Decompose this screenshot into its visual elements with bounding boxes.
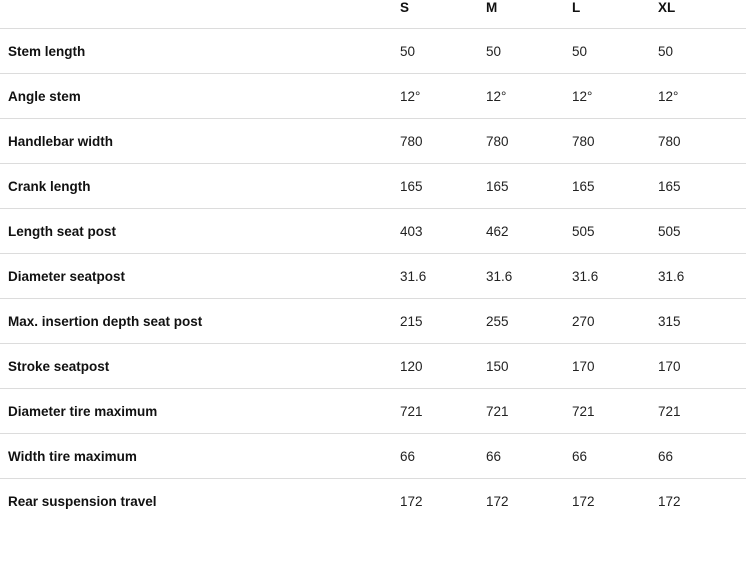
table-row: [0, 29, 746, 74]
table-row: [0, 164, 746, 209]
cell-s: 50: [400, 29, 486, 74]
cell-xl: 721: [658, 389, 746, 434]
cell-m: 255: [486, 299, 572, 344]
cell-l: 31.6: [572, 254, 658, 299]
column-header-s: S: [400, 0, 410, 15]
cell-xl: 12°: [658, 74, 746, 119]
cell-m: 150: [486, 344, 572, 389]
cell-s: 165: [400, 164, 486, 209]
cell-m: 780: [486, 119, 572, 164]
cell-xl: 172: [658, 479, 746, 524]
cell-l: 721: [572, 389, 658, 434]
table-row: [0, 389, 746, 434]
cell-l: 170: [572, 344, 658, 389]
cell-s: 780: [400, 119, 486, 164]
row-label: Angle stem: [0, 74, 400, 119]
row-label: Handlebar width: [0, 119, 400, 164]
cell-l: 780: [572, 119, 658, 164]
cell-xl: 315: [658, 299, 746, 344]
table-row: [0, 254, 746, 299]
cell-l: 12°: [572, 74, 658, 119]
cell-s: 215: [400, 299, 486, 344]
cell-s: 12°: [400, 74, 486, 119]
cell-xl: 780: [658, 119, 746, 164]
header-row: [0, 0, 746, 29]
row-label: Stroke seatpost: [0, 344, 400, 389]
cell-m: 721: [486, 389, 572, 434]
cell-m: 66: [486, 434, 572, 479]
cell-l: 50: [572, 29, 658, 74]
table-row: [0, 479, 746, 524]
cell-s: 120: [400, 344, 486, 389]
cell-l: 172: [572, 479, 658, 524]
table-row: [0, 434, 746, 479]
row-label: Stem length: [0, 29, 400, 74]
cell-l: 505: [572, 209, 658, 254]
cell-xl: 505: [658, 209, 746, 254]
cell-xl: 170: [658, 344, 746, 389]
cell-xl: 66: [658, 434, 746, 479]
cell-xl: 31.6: [658, 254, 746, 299]
cell-m: 31.6: [486, 254, 572, 299]
table-row: [0, 119, 746, 164]
table-row: [0, 299, 746, 344]
column-header-m: M: [486, 0, 498, 15]
table-header: [0, 0, 746, 29]
cell-m: 462: [486, 209, 572, 254]
cell-s: 721: [400, 389, 486, 434]
cell-xl: 165: [658, 164, 746, 209]
cell-m: 50: [486, 29, 572, 74]
cell-s: 66: [400, 434, 486, 479]
table-row: [0, 74, 746, 119]
cell-s: 31.6: [400, 254, 486, 299]
table-row: [0, 209, 746, 254]
row-label: Rear suspension travel: [0, 479, 400, 524]
table-body: [0, 29, 746, 524]
cell-m: 165: [486, 164, 572, 209]
cell-l: 66: [572, 434, 658, 479]
column-header-xl: XL: [658, 0, 676, 15]
row-label: Width tire maximum: [0, 434, 400, 479]
row-label: Max. insertion depth seat post: [0, 299, 400, 344]
cell-l: 270: [572, 299, 658, 344]
row-label: Diameter tire maximum: [0, 389, 400, 434]
table-row: [0, 344, 746, 389]
cell-s: 403: [400, 209, 486, 254]
row-label: Crank length: [0, 164, 400, 209]
cell-l: 165: [572, 164, 658, 209]
row-label: Diameter seatpost: [0, 254, 400, 299]
cell-m: 172: [486, 479, 572, 524]
row-label: Length seat post: [0, 209, 400, 254]
cell-xl: 50: [658, 29, 746, 74]
column-header-spec: [0, 0, 400, 29]
column-header-l: L: [572, 0, 581, 15]
cell-m: 12°: [486, 74, 572, 119]
cell-s: 172: [400, 479, 486, 524]
